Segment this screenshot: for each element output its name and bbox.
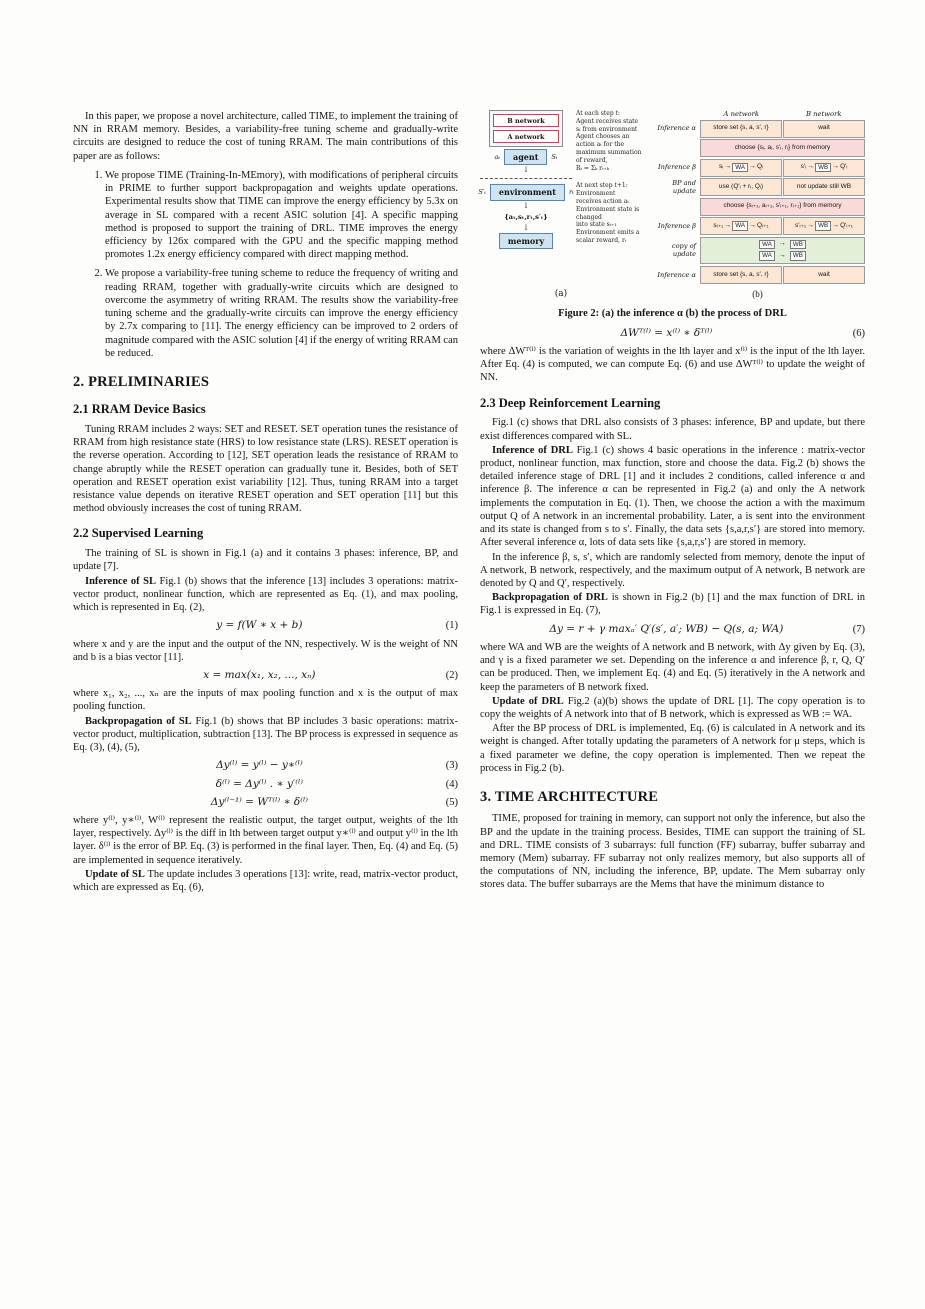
a-network-flow-cell xyxy=(700,159,782,177)
right-arrow-icon: → xyxy=(778,240,786,248)
copy-weights-cell xyxy=(700,237,865,265)
flow-output: Qᵢ xyxy=(756,163,764,171)
bp-drl-paragraph xyxy=(480,591,865,617)
left-column xyxy=(73,110,458,895)
flow-input: s′ᵢ₊₁ xyxy=(794,221,807,229)
reward-formula: Rₜ = Σₖ rₜ₊ₖ xyxy=(576,164,609,172)
env-note-line: Environment receives action aₜ xyxy=(576,190,629,205)
equation-6 xyxy=(480,327,865,340)
equation-4 xyxy=(73,778,458,791)
a-network-cell: store set {s, a, s′, r} xyxy=(700,266,782,284)
equation-2-number: (2) xyxy=(445,669,458,681)
right-arrow-icon: → xyxy=(778,251,786,259)
dataset-tuple-label: {aₜ,sₜ,rₜ,s′ₜ} xyxy=(504,212,548,221)
update-drl-text: Fig.2 (a)(b) shows the update of DRL [1]. The copy operation is to copy the weights of A network into that of B network, which is expressed as WB := WA. xyxy=(480,695,866,720)
environment-box: environment xyxy=(490,184,565,200)
update-sl-label: Update of SL xyxy=(85,868,145,880)
env-note-line: At next step t+1: xyxy=(576,182,628,190)
environment-note-block xyxy=(576,182,642,244)
table-row-inference-alpha-2 xyxy=(650,266,865,284)
phase-label xyxy=(650,139,700,157)
inference-drl-paragraph xyxy=(480,444,865,550)
contribution-item-2: 2. We propose a variability-free tuning scheme to reduce the frequency of writing and reading RRAM, together with gradually-write circuits which are designed to overcome the asymmetry of writing RRAM. The results show the variability-free tuning scheme and the gradually-write circuits can improve the energy efficiency by 2.7x comparing to [11]. The energy efficiency can be improved to 2 orders of magnitude compared with the ASIC solution [4] if the energy of writing RRAM can be reduced. xyxy=(105,267,458,360)
section-time-architecture-heading: 3. TIME ARCHITECTURE xyxy=(480,789,659,806)
equation-7-number: (7) xyxy=(852,623,865,635)
table-row-choose-2 xyxy=(650,198,865,216)
table-row-inference-alpha-1 xyxy=(650,120,865,138)
reward-label: rₜ xyxy=(568,188,574,197)
right-arrow-icon: → xyxy=(832,163,840,171)
down-arrow-icon: ↓ xyxy=(522,223,530,233)
weight-box: WB xyxy=(790,251,806,261)
inference-sl-label: Inference of SL xyxy=(85,575,156,587)
figure2-panel-b xyxy=(650,110,865,301)
after-update-drl-paragraph: After the BP process of DRL is implemented, Eq. (6) is calculated in A network and its weight is changed. After totally updating the parameters of A network for μ steps, which is a fixed parameter we define, the copy operation is implemented. Then we repeat the process in Fig.2 (b). xyxy=(480,723,865,774)
after-equation-1-paragraph: where x and y are the input and the output of the NN, respectively. W is the weight of NN and b is a bias vector [11]. xyxy=(73,638,458,663)
inference-beta-paragraph: In the inference β, s, s′, which are randomly selected from memory, denote the input of A network, B network, respectively, and the maximum output of A network, B network are denoted by Q and Q′, respectively. xyxy=(480,551,865,589)
bp-drl-text: is shown in Fig.2 (b) [1] and the max function of DRL in Fig.1 is expressed in Eq. (7), xyxy=(480,592,866,617)
equation-6-number: (6) xyxy=(852,327,865,339)
update-drl-label: Update of DRL xyxy=(492,695,564,707)
b-network-cell: wait xyxy=(783,266,865,284)
phase-label xyxy=(650,198,700,216)
panel-b-header-spacer xyxy=(650,110,700,119)
a-network-flow-cell xyxy=(700,217,782,235)
a-network-cell: use (Q′ᵢ + rᵢ, Qᵢ) xyxy=(700,178,782,196)
figure2-panel-a xyxy=(480,110,642,301)
section-drl-heading: 2.3 Deep Reinforcement Learning xyxy=(480,395,661,410)
contribution-item-1: 1. We propose TIME (Training-In-MEmory), with modifications of peripheral circuits in PRIME to further support backpropagation and weights update operations. Experimental results show that TIME can improve the energy efficiency by 5.3x on average in SL compared with a recent ASIC solution [4]. A specific mapping method is proposed to support the training of DRL. TIME improves the energy efficiency by 126x compared with the GPU and the specific mapping method promotes 1.2x energy efficiency compared with direct mapping method. xyxy=(105,169,458,262)
equation-3-number: (3) xyxy=(445,760,458,772)
equation-5 xyxy=(73,796,458,809)
b-network-box: B network xyxy=(493,114,559,127)
flow-input: sᵢ xyxy=(718,163,724,171)
agent-note-line: maximum summation of reward, xyxy=(576,148,642,164)
flow-input: s′ᵢ xyxy=(800,163,807,171)
weight-box: WB xyxy=(815,163,831,173)
equation-2-formula: x = max(x₁, x₂, ..., xₙ) xyxy=(203,668,316,681)
down-arrow-icon: ↓ xyxy=(522,165,530,175)
choose-from-memory-cell: choose {sᵢ₊₁, aᵢ₊₁, s′ᵢ₊₁, rᵢ₊₁} from memory xyxy=(700,198,865,216)
next-state-label: S′ₜ xyxy=(478,188,486,197)
after-equation-6-paragraph: where ΔWᵀ⁽ˡ⁾ is the variation of weights in the lth layer and x⁽ˡ⁾ is the input of the lth layer. After Eq. (4) is computed, we can compute Eq. (6) and use ΔWᵀ⁽ˡ⁾ to update the weight of NN. xyxy=(480,345,865,384)
agent-note-block xyxy=(576,110,642,172)
table-row-copy-of-update xyxy=(650,237,865,265)
memory-box: memory xyxy=(499,233,553,249)
right-arrow-icon: → xyxy=(832,221,840,229)
equation-1-number: (1) xyxy=(445,620,458,632)
table-row-inference-beta-2 xyxy=(650,217,865,235)
equation-5-number: (5) xyxy=(445,796,458,808)
env-note-line: into state sₜ₊₁ xyxy=(576,221,617,229)
time-architecture-paragraph: TIME, proposed for training in memory, can support not only the inference, but also the BP and the update in the training process. Besides, TIME can support the training of SL and DRL. TIME consists of 3 subarrays: full function (FF) subarray, buffer subarray and memory (Mem) subarray. FF subarray not only realizes memory, but also supports all of the computations of NN, including the inference, BP, update. The Mem subarray only stores data. The buffer subarrays are the Mems that have the minimum distance to xyxy=(480,813,865,891)
equation-6-formula: ΔWᵀ⁽ˡ⁾ = x⁽ˡ⁾ ∗ δᵀ⁽ˡ⁾ xyxy=(620,326,713,339)
equation-7-formula: Δy = r + γ maxₐ′ Q′(s′, a′; WB) − Q(s, a; WA) xyxy=(549,622,784,635)
agent-note-line: At each step t: xyxy=(576,110,621,117)
equation-1-formula: y = f(W ∗ x + b) xyxy=(216,619,303,632)
b-network-flow-cell xyxy=(783,217,865,235)
env-note-line: Environment state is changed xyxy=(576,205,640,221)
bp-sl-text: Fig.1 (b) shows that BP includes 3 basic operations: matrix-vector product, multiplication, subtraction [13]. The BP process is expressed in sequence as Eq. (3), (4), (5), xyxy=(73,715,458,754)
right-arrow-icon: → xyxy=(724,163,732,171)
flow-output: Q′ᵢ xyxy=(840,163,848,171)
env-note-line: Environment emits a scalar reward, rₜ xyxy=(576,229,640,244)
dashed-divider xyxy=(480,178,572,179)
inference-drl-label: Inference of DRL xyxy=(492,444,573,456)
phase-label: Inference α xyxy=(657,270,696,279)
agent-note-line: Agent chooses an action aₜ for the xyxy=(576,133,630,149)
weight-box: WB xyxy=(815,221,831,231)
section-rram-basics-heading: 2.1 RRAM Device Basics xyxy=(73,402,206,417)
copy-line xyxy=(703,240,862,250)
a-network-column-header: A network xyxy=(723,110,759,118)
bp-sl-label: Backpropagation of SL xyxy=(85,715,192,727)
contributions-list xyxy=(73,169,458,360)
bp-sl-paragraph xyxy=(73,715,458,755)
equation-1 xyxy=(73,619,458,632)
flow-output: Q′ᵢ₊₁ xyxy=(840,221,853,229)
agent-note-line: Agent receives state sₜ from environment xyxy=(576,117,639,133)
equation-5-formula: Δy⁽ˡ⁻¹⁾ = Wᵀ⁽ˡ⁾ ∗ δ⁽ˡ⁾ xyxy=(210,795,308,808)
choose-from-memory-cell: choose {sᵢ, aᵢ, s′ᵢ, rᵢ} from memory xyxy=(700,139,865,157)
section-supervised-learning-heading: 2.2 Supervised Learning xyxy=(73,526,204,541)
b-network-column-header: B network xyxy=(805,110,842,118)
panel-a-annotations xyxy=(576,110,642,285)
update-sl-text: The update includes 3 operations [13]: write, read, matrix-vector product, which are expressed as Eq. (6), xyxy=(73,868,458,894)
inference-sl-paragraph xyxy=(73,575,458,615)
table-row-inference-beta-1 xyxy=(650,159,865,177)
panel-b-header xyxy=(650,110,865,119)
flow-input: sᵢ₊₁ xyxy=(713,221,724,229)
right-arrow-icon: → xyxy=(807,221,815,229)
panel-a-grid xyxy=(480,110,642,285)
right-arrow-icon: → xyxy=(724,221,732,229)
after-equation-7-paragraph: where WA and WB are the weights of A network and B network, with Δy given by Eq. (3), and γ is a fixed parameter we set. Depending on the inference α and inference β, r, Q, Q′ can be produced. Then, we implement Eq. (4) and Eq. (5) iteratively in the A network and keep the parameters of B network fixed. xyxy=(480,641,865,693)
agent-box: agent xyxy=(504,149,547,165)
figure-2 xyxy=(480,110,865,320)
section-preliminaries-heading: 2. PRELIMINARIES xyxy=(73,373,210,390)
inference-drl-text: Fig.1 (c) shows 4 basic operations in the inference : matrix-vector product, nonlinear function, max function, store and choose the data. Fig.2 (b) shows the detailed inference stage of DRL [1] and it includes 2 conditions, called inference α and inference β. The inference α can be represented in Fig.2 (a) and only the A network implements the computation in Eq. (1). Then, we choose the action a with the maximum output Q of A network in an incremental probability. Later, a is sent into the environment and its state is changed from s to s′. Finally, the data sets {s,a,r,s′} are stored into memory. After several inference α, lots of data sets like {s,a,r,s′} are stored in memory. xyxy=(480,444,866,549)
copy-line xyxy=(703,251,862,261)
environment-io-row xyxy=(478,184,573,200)
b-network-cell: not update still WB xyxy=(783,178,865,196)
weight-box: WB xyxy=(790,240,806,250)
update-drl-paragraph xyxy=(480,695,865,721)
b-network-cell: wait xyxy=(783,120,865,138)
bp-drl-label: Backpropagation of DRL xyxy=(492,592,608,604)
panel-b-label: (b) xyxy=(752,289,763,300)
weight-box: WA xyxy=(759,251,775,261)
phase-label: Inference β xyxy=(658,163,696,172)
b-network-flow-cell xyxy=(783,159,865,177)
a-network-cell: store set {s, a, s′, r} xyxy=(700,120,782,138)
equation-3-formula: Δy⁽ˡ⁾ = y⁽ˡ⁾ − y∗⁽ˡ⁾ xyxy=(216,759,303,772)
state-label: Sₜ xyxy=(551,153,558,162)
equation-7 xyxy=(480,623,865,636)
inference-sl-text: Fig.1 (b) shows that the inference [13] includes 3 operations: matrix-vector product, nonlinear function, which are represented as Eq. (1), and max pooling, which is represented in Eq. (2), xyxy=(73,575,458,614)
table-row-bp-update xyxy=(650,178,865,196)
phase-label: copy of update xyxy=(671,242,696,259)
after-equation-2-paragraph: where x₁, x₂, ..., xₙ are the inputs of max pooling function and x is the output of max pooling function. xyxy=(73,688,458,713)
after-equation-5-paragraph: where y⁽ˡ⁾, y∗⁽ˡ⁾, W⁽ˡ⁾ represent the realistic output, the target output, weights of the lth layer, respectively. Δy⁽ˡ⁾ is the diff in lth between target output y∗⁽ˡ⁾ and output y⁽ˡ⁾ in the lth layer. δ⁽ˡ⁾ is the error of BP. Eq. (3) is performed in the final layer. Then, Eq. (4) and Eq. (5) are implemented in sequence iteratively. xyxy=(73,814,458,866)
update-sl-paragraph xyxy=(73,868,458,894)
agent-io-row xyxy=(495,149,558,165)
table-row-choose-1 xyxy=(650,139,865,157)
phase-label: Inference β xyxy=(658,221,696,230)
agent-network-stack xyxy=(489,110,563,147)
weight-box: WA xyxy=(732,163,748,173)
right-arrow-icon: → xyxy=(748,221,756,229)
flow-output: Qᵢ₊₁ xyxy=(756,221,769,229)
right-arrow-icon: → xyxy=(748,163,756,171)
phase-label: Inference α xyxy=(657,124,696,133)
right-column xyxy=(480,110,865,895)
weight-box: WA xyxy=(732,221,748,231)
figure-2-caption: Figure 2: (a) the inference α (b) the process of DRL xyxy=(558,307,787,319)
down-arrow-icon: ↓ xyxy=(522,200,530,210)
weight-box: WA xyxy=(759,240,775,250)
figure-2-body xyxy=(480,110,865,301)
intro-paragraph: In this paper, we propose a novel architecture, called TIME, to implement the training of NN in RRAM memory. Besides, a variability-free tuning scheme and gradually-write circuits are designed to reduce the cost of tuning RRAM. The main contributions of this paper are as follows: xyxy=(73,111,458,162)
action-label: aₜ xyxy=(494,153,501,162)
right-arrow-icon: → xyxy=(807,163,815,171)
equation-4-formula: δ⁽ˡ⁾ = Δy⁽ˡ⁾ . ∗ y′⁽ˡ⁾ xyxy=(215,777,303,790)
a-network-box: A network xyxy=(493,130,559,143)
panel-a-label: (a) xyxy=(554,289,568,300)
phase-label: BP and update xyxy=(672,178,696,196)
equation-2 xyxy=(73,669,458,682)
rram-basics-paragraph: Tuning RRAM includes 2 ways: SET and RESET. SET operation tunes the resistance of RRAM from high resistance state (HRS) to low resistance state (LRS). RESET operation is the reverse operation. According to [12], SET operation leads the resistance of RRAM to change abruptly while the RESET operation can gradually tune it. Besides, both of SET operation and RESET operation exist variability [12]. Thus, tuning RRAM into a target resistance value depends on iterative RESET operation and SET operation [11] but this method obviously increases the cost of tuning RRAM. xyxy=(73,423,458,515)
equation-3 xyxy=(73,759,458,772)
drl-phases-paragraph: Fig.1 (c) shows that DRL also consists of 3 phases: inference, BP and update, but there exist differences compared with SL. xyxy=(480,417,865,442)
sl-training-paragraph: The training of SL is shown in Fig.1 (a) and it contains 3 phases: inference, BP, and update [7]. xyxy=(73,548,458,573)
equation-4-number: (4) xyxy=(445,778,458,790)
panel-a-diagram-chain xyxy=(480,110,572,285)
